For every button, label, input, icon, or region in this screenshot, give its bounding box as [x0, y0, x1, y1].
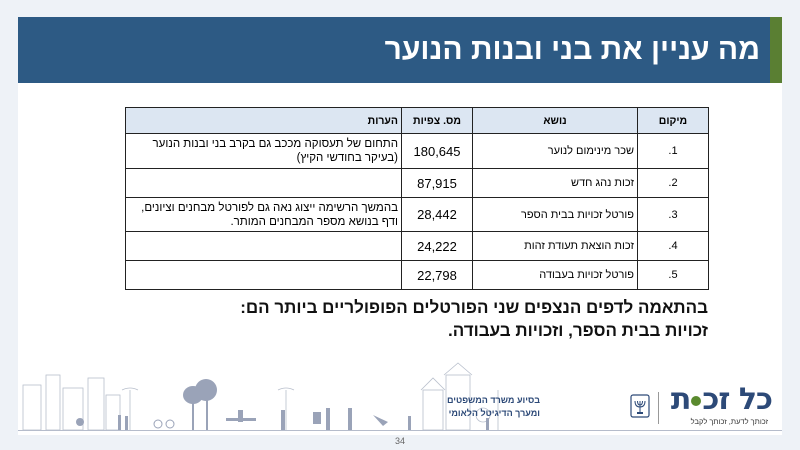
table-row — [126, 169, 709, 198]
logo-divider — [658, 392, 659, 424]
cell-rank: 1. — [638, 134, 709, 169]
cell-views: 28,442 — [402, 198, 473, 232]
table-row — [126, 232, 709, 261]
cell-views: 180,645 — [402, 134, 473, 169]
table-row — [126, 198, 709, 232]
col-header-rank: מיקום — [638, 108, 709, 134]
col-header-views: מס. צפיות — [402, 108, 473, 134]
page-number: 34 — [395, 436, 406, 446]
views-table — [125, 107, 709, 290]
cell-views: 87,915 — [402, 169, 473, 198]
cell-rank: 5. — [638, 261, 709, 290]
cell-notes — [126, 261, 402, 290]
logo-tagline: זכותך לדעת, זכותך לקבל — [690, 417, 768, 426]
cell-topic: זכות הוצאת תעודת זהות — [473, 232, 638, 261]
menorah-emblem-icon — [630, 394, 650, 418]
logo-text-2: ת — [670, 382, 691, 417]
cell-topic: פורטל זכויות בעבודה — [473, 261, 638, 290]
cell-notes: התחום של תעסוקה מככב גם בקרב בני ובנות הנוער (בעיקר בחודשי הקיץ) — [126, 134, 402, 169]
table-row — [126, 134, 709, 169]
kol-zchut-logo — [671, 384, 772, 416]
logo-leaf-icon — [691, 396, 701, 406]
footer-ground-line — [18, 430, 782, 431]
cell-topic: זכות נהג חדש — [473, 169, 638, 198]
col-header-notes: הערות — [126, 108, 402, 134]
summary-line-1: בהתאמה לדפים הנצפים שני הפורטלים הפופולריים ביותר הם: — [240, 298, 708, 317]
logo-text-1: כל זכ — [702, 382, 772, 417]
cell-topic: שכר מינימום לנוער — [473, 134, 638, 169]
cell-rank: 2. — [638, 169, 709, 198]
table-header-row — [126, 108, 709, 134]
cell-rank: 4. — [638, 232, 709, 261]
table-row — [126, 261, 709, 290]
ministry-credit — [447, 394, 540, 420]
cell-views: 24,222 — [402, 232, 473, 261]
cell-topic: פורטל זכויות בבית הספר — [473, 198, 638, 232]
ministry-line-2: ומערך הדיגיטל הלאומי — [448, 408, 540, 418]
title-bar-accent — [770, 17, 782, 83]
cell-rank: 3. — [638, 198, 709, 232]
col-header-topic: נושא — [473, 108, 638, 134]
cell-notes — [126, 169, 402, 198]
slide-title: מה עניין את בני ובנות הנוער — [384, 33, 760, 66]
cell-views: 22,798 — [402, 261, 473, 290]
cell-notes: בהמשך הרשימה ייצוג נאה גם לפורטל מבחנים וציונים, ודף בנושא מספר המבחנים המותר. — [126, 198, 402, 232]
cell-notes — [126, 232, 402, 261]
summary-text — [240, 296, 708, 342]
summary-line-2: זכויות בבית הספר, וזכויות בעבודה. — [448, 321, 708, 340]
ministry-line-1: בסיוע משרד המשפטים — [446, 395, 540, 405]
city-park-illustration-icon — [18, 360, 508, 430]
